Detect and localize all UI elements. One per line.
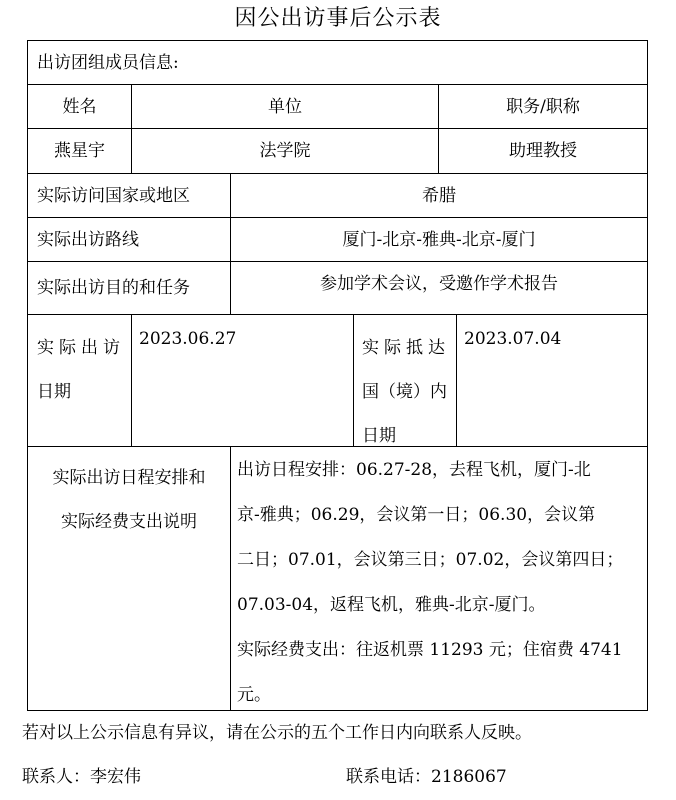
member-position-text: 助理教授 [509,141,577,161]
schedule-label-line1: 实际出访日程安排和 [52,468,206,488]
contact-person: 联系人：李宏伟 [22,767,141,787]
route-value [231,218,647,261]
departure-label-line2: 日期 [37,382,71,402]
column-divider [131,314,132,446]
route-label [37,218,139,261]
country-value-text: 希腊 [422,185,456,206]
header-position-text: 职务/职称 [506,96,580,117]
schedule-label-line2: 实际经费支出说明 [61,512,197,532]
members-header [37,41,179,84]
arrival-label-line2: 国（境）内 [362,382,447,402]
header-unit-text: 单位 [268,96,302,117]
contact-phone: 联系电话：2186067 [346,767,507,787]
purpose-label-text: 实际出访目的和任务 [37,278,190,298]
members-header-text: 出访团组成员信息: [37,52,179,73]
schedule-line: 京-雅典；06.29，会议第一日；06.30，会议第 [237,505,596,525]
schedule-line: 实际经费支出：往返机票 11293 元；住宿费 4741 [237,640,623,660]
schedule-line: 元。 [237,685,271,705]
schedule-line: 二日；07.01，会议第三日；07.02，会议第四日； [237,550,624,570]
departure-label-line1: 实际出访 [37,338,125,358]
column-divider [456,314,457,446]
column-divider [230,446,231,710]
purpose-value-text: 参加学术会议，受邀作学术报告 [320,274,558,294]
arrival-label-line1: 实际抵达 [362,338,450,358]
departure-value-text: 2023.06.27 [139,329,237,349]
member-name [28,129,131,173]
header-unit [132,85,438,128]
member-position [439,129,647,173]
country-value [231,174,647,217]
schedule-line: 出访日程安排：06.27-28，去程飞机，厦门-北 [237,460,591,480]
row-divider [27,446,648,447]
departure-value [139,328,236,350]
schedule-label [28,456,230,544]
departure-label [37,326,131,414]
header-name-text: 姓名 [62,96,97,117]
route-label-text: 实际出访路线 [37,229,139,250]
arrival-value-text: 2023.07.04 [464,329,562,349]
disclosure-table [27,40,648,711]
schedule-details [237,448,645,718]
country-label [37,174,190,217]
header-name [28,85,131,128]
arrival-label-line3: 日期 [362,426,396,446]
member-unit-text: 法学院 [259,141,311,161]
route-value-text: 厦门-北京-雅典-北京-厦门 [342,229,536,250]
table-border-right [647,40,648,711]
column-divider [353,314,354,446]
member-name-text: 燕星宇 [54,141,105,161]
purpose-label [37,262,190,314]
objection-notice: 若对以上公示信息有异议，请在公示的五个工作日内向联系人反映。 [22,723,532,743]
arrival-value [464,328,561,350]
country-label-text: 实际访问国家或地区 [37,185,190,206]
page-title: 因公出访事后公示表 [234,6,442,31]
purpose-value [231,262,647,306]
header-position [439,85,647,128]
row-divider [27,314,648,315]
arrival-label [362,326,456,458]
schedule-line: 07.03-04，返程飞机，雅典-北京-厦门。 [237,595,546,615]
member-unit [132,129,438,173]
